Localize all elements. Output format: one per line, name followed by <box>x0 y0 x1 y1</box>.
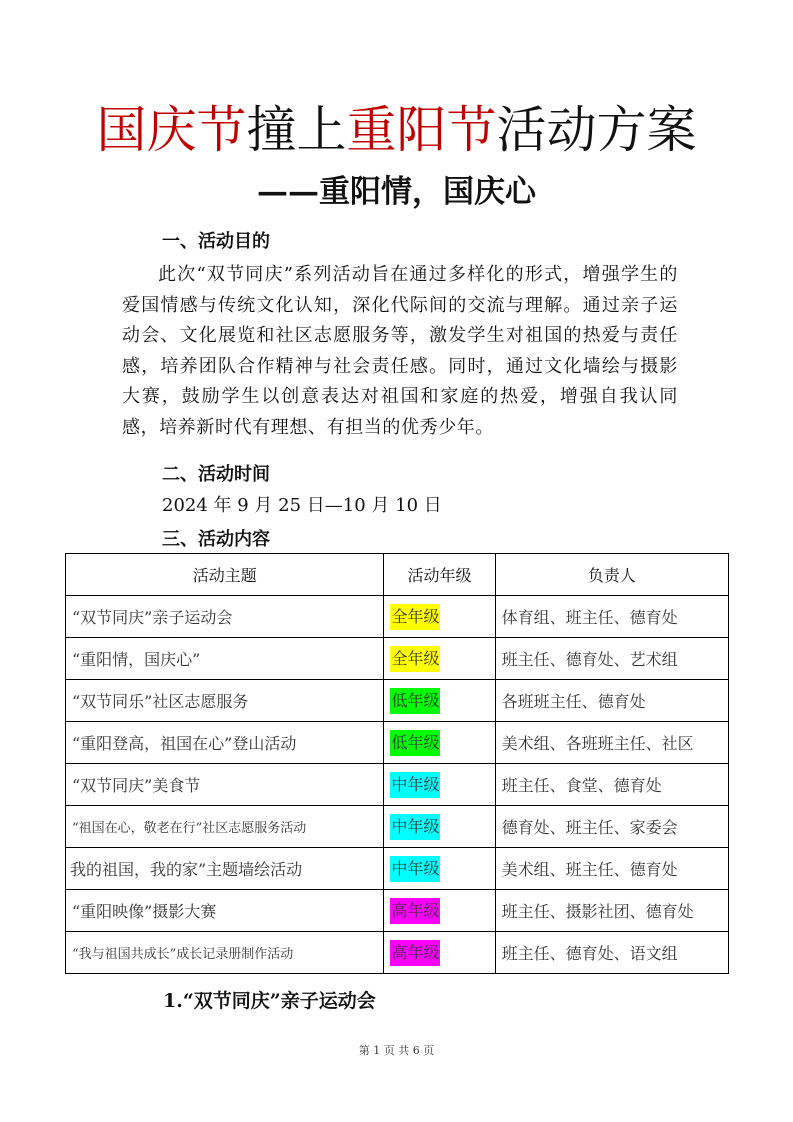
subsection-heading: 1.“双节同庆”亲子运动会 <box>163 990 376 1012</box>
table-header-row <box>66 554 729 596</box>
purpose-text: 此次“双节同庆”系列活动旨在通过多样化的形式，增强学生的爱国情感与传统文化认知，深化代际间的交流与理解。通过亲子运动会、文化展览和社区志愿服务等，激发学生对祖国的热爱与责任感，培养团队合作精神与社会责任感。同时，通过文化墙绘与摄影大赛，鼓励学生以创意表达对祖国和家庭的热爱，增强自我认同感，培养新时代有理想、有担当的优秀少年。 <box>122 264 678 438</box>
table-row <box>66 932 729 974</box>
cell-owner: 各班班主任、德育处 <box>495 680 728 722</box>
cell-theme: “双节同庆”亲子运动会 <box>66 596 384 638</box>
grade-badge: 高年级 <box>390 898 440 924</box>
grade-badge: 全年级 <box>390 646 440 672</box>
title-part-national-day: 国庆节 <box>96 101 247 159</box>
title-part-plan: 活动方案 <box>496 101 697 159</box>
table-row <box>66 764 729 806</box>
grade-badge: 低年级 <box>390 688 440 714</box>
cell-theme: “重阳情，国庆心” <box>66 638 384 680</box>
cell-grade <box>384 806 495 848</box>
page-footer: 第 1 页 共 6 页 <box>358 1044 435 1057</box>
cell-grade <box>384 638 495 680</box>
cell-theme: “双节同乐”社区志愿服务 <box>66 680 384 722</box>
header-theme: 活动主题 <box>66 554 384 596</box>
table-row <box>66 848 729 890</box>
cell-grade <box>384 764 495 806</box>
cell-grade <box>384 596 495 638</box>
table-row <box>66 680 729 722</box>
table-row <box>66 890 729 932</box>
section-heading-content: 三、活动内容 <box>162 529 270 550</box>
table-row <box>66 722 729 764</box>
purpose-paragraph <box>122 260 678 443</box>
cell-theme: 我的祖国，我的家”主题墙绘活动 <box>66 848 384 890</box>
grade-badge: 中年级 <box>390 772 440 798</box>
grade-badge: 中年级 <box>390 814 440 840</box>
activity-table <box>65 553 729 974</box>
grade-badge: 全年级 <box>390 604 440 630</box>
cell-owner: 班主任、食堂、德育处 <box>495 764 728 806</box>
cell-owner: 体育组、班主任、德育处 <box>495 596 728 638</box>
cell-grade <box>384 932 495 974</box>
title-part-double-ninth: 重阳节 <box>346 101 497 159</box>
cell-owner: 班主任、德育处、艺术组 <box>495 638 728 680</box>
cell-theme: “重阳登高，祖国在心”登山活动 <box>66 722 384 764</box>
table-row <box>66 806 729 848</box>
cell-owner: 班主任、摄影社团、德育处 <box>495 890 728 932</box>
table-row <box>66 638 729 680</box>
cell-theme: “我与祖国共成长”成长记录册制作活动 <box>66 932 384 974</box>
cell-grade <box>384 848 495 890</box>
cell-owner: 美术组、班主任、德育处 <box>495 848 728 890</box>
cell-owner: 德育处、班主任、家委会 <box>495 806 728 848</box>
title-part-meets: 撞上 <box>246 101 347 159</box>
header-grade: 活动年级 <box>384 554 495 596</box>
document-subtitle: ——重阳情，国庆心 <box>257 174 536 210</box>
cell-theme: “重阳映像”摄影大赛 <box>66 890 384 932</box>
grade-badge: 低年级 <box>390 730 440 756</box>
document-title <box>0 100 793 160</box>
header-owner: 负责人 <box>495 554 728 596</box>
grade-badge: 中年级 <box>390 856 440 882</box>
section-heading-purpose: 一、活动目的 <box>162 231 270 252</box>
cell-theme: “双节同庆”美食节 <box>66 764 384 806</box>
cell-owner: 班主任、德育处、语文组 <box>495 932 728 974</box>
grade-badge: 高年级 <box>390 940 440 966</box>
cell-grade <box>384 890 495 932</box>
cell-owner: 美术组、各班班主任、社区 <box>495 722 728 764</box>
cell-theme: “祖国在心，敬老在行”社区志愿服务活动 <box>66 806 384 848</box>
cell-grade <box>384 680 495 722</box>
activity-date-range: 2024 年 9 月 25 日—10 月 10 日 <box>162 495 442 516</box>
cell-grade <box>384 722 495 764</box>
table-row <box>66 596 729 638</box>
section-heading-time: 二、活动时间 <box>162 464 270 485</box>
